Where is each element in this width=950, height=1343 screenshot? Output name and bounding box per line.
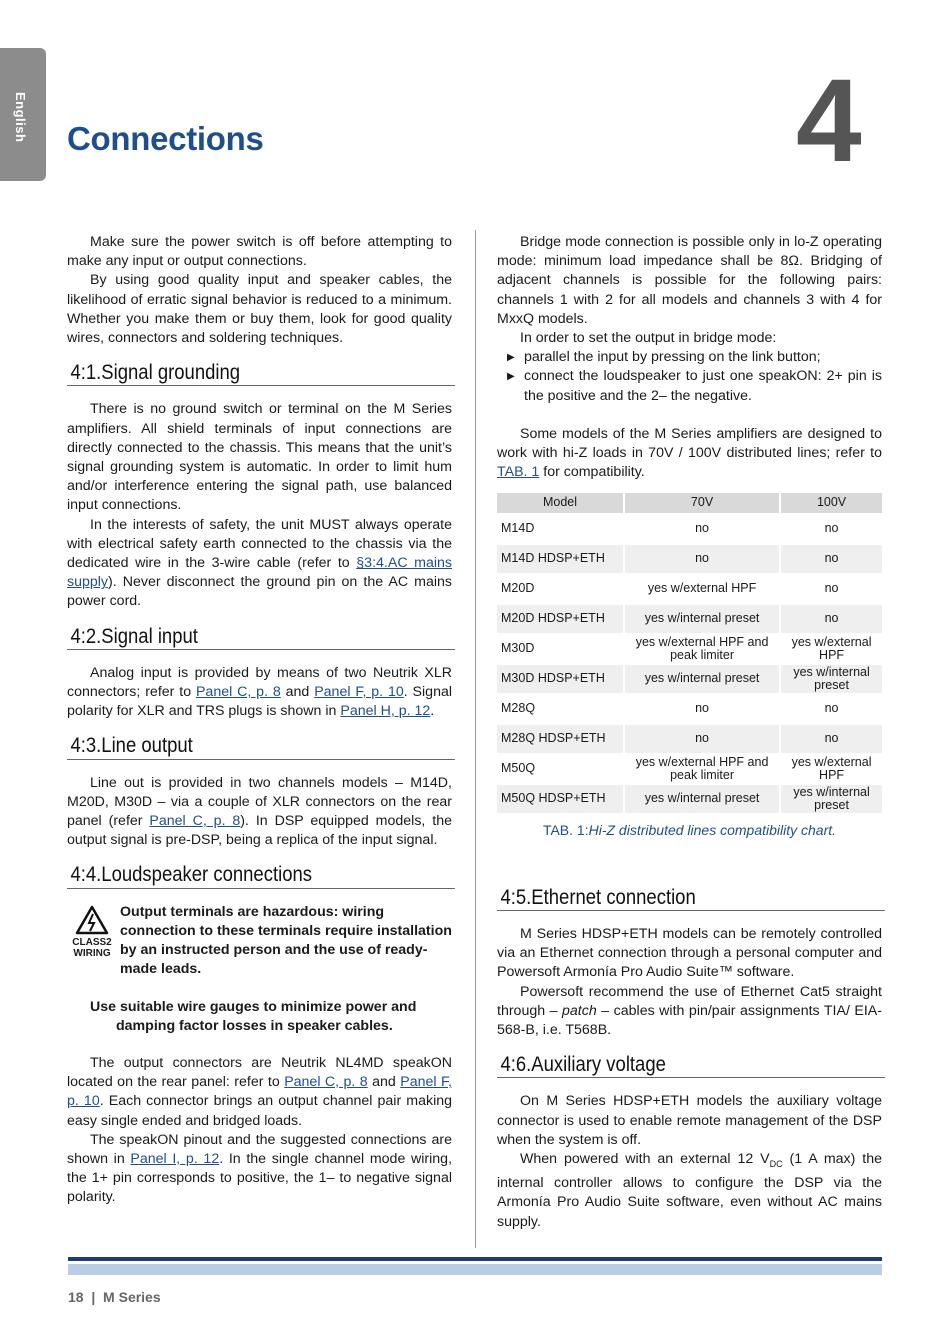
link-panel-f[interactable]: Panel F, p. 10 — [67, 1074, 452, 1110]
link-ac-mains[interactable]: §3:4.AC mains supply — [67, 555, 452, 591]
table-cell: no — [781, 545, 882, 573]
language-tab[interactable] — [0, 48, 46, 181]
section-title: 4:5.Ethernet connection — [497, 888, 885, 911]
speakon-paragraph-2: The speakON pinout and the suggested connections are shown in Panel I, p. 12. In the single channel mode wiring, the 1+ pin corresponds to positive, the 1– to negative signal polarity. — [67, 1131, 453, 1206]
table-cell: no — [625, 725, 779, 753]
ethernet-paragraph-1: M Series HDSP+ETH models can be remotely controlled via an Ethernet connection through a personal computer and Powersoft Armonía Pro Audio Suite™ software. — [497, 926, 882, 981]
chapter-title: Connections — [67, 120, 264, 157]
table-cell: yes w/internal preset — [625, 785, 779, 813]
table-cell: M50Q HDSP+ETH — [497, 785, 623, 813]
table-cell: M14D — [501, 521, 535, 536]
section-title: 4:4.Loudspeaker connections — [67, 865, 455, 888]
intro-paragraph-1: Make sure the power switch is off before attempting to make any input or output connections. — [67, 234, 452, 270]
bridge-steps-list — [497, 348, 882, 406]
column-header-100v: 100V — [781, 493, 882, 512]
link-panel-i[interactable]: Panel I, p. 12 — [130, 1150, 220, 1167]
table-cell: M20D HDSP+ETH — [497, 605, 623, 633]
table-cell: yes w/external HPF and peak limiter — [635, 634, 769, 662]
hazard-warning — [67, 903, 452, 980]
table-cell: yes w/internal preset — [781, 665, 882, 693]
section-title: 4:3.Line output — [67, 736, 455, 759]
table-row — [497, 515, 882, 543]
table-cell: M28Q — [501, 701, 536, 716]
link-panel-c[interactable]: Panel C, p. 8 — [149, 813, 241, 830]
table-cell: M30D HDSP+ETH — [497, 665, 623, 693]
page-footer: 18 | M Series — [68, 1289, 161, 1305]
lightning-triangle-icon — [75, 905, 109, 935]
table-cell: M50Q — [501, 761, 536, 776]
table-row — [497, 725, 882, 753]
hiz-paragraph: Some models of the M Series amplifiers are designed to work with hi-Z loads in 70V / 100V distributed lines; refer to TAB. 1 for compatibility. — [497, 425, 882, 481]
table-cell: no — [824, 701, 839, 716]
link-panel-h[interactable]: Panel H, p. 12 — [340, 703, 431, 720]
section-title: 4:6.Auxiliary voltage — [497, 1055, 885, 1078]
left-column — [67, 233, 452, 1208]
section-heading-4-6 — [497, 1052, 882, 1078]
table-cell: yes w/external HPF and peak limiter — [635, 754, 769, 782]
aux-paragraph-2: When powered with an external 12 $V_{DC}$ (1 A max) the internal controller allows to configure the DSP via the Armonía Pro Audio Suite software, even without AC mains supply. — [497, 1151, 882, 1230]
link-panel-c[interactable]: Panel C, p. 8 — [195, 684, 281, 701]
bridge-paragraph-2: In order to set the output in bridge mode: — [520, 330, 777, 347]
chapter-number: 4 — [796, 55, 862, 187]
speakon-paragraph-1: The output connectors are Neutrik NL4MD speakON located on the rear panel: refer to Panel C, p. 8 and Panel F, p. 10. Each connector brings an output channel pair making easy single ended and bridged loads. — [67, 1054, 453, 1129]
table-caption: TAB. 1:Hi-Z distributed lines compatibility chart. — [542, 821, 837, 838]
bridge-paragraph-1: Bridge mode connection is possible only in lo-Z operating mode: minimum load impedance shall be 8Ω. Bridging of adjacent channels is possible for the following pairs: channels 1 with 2 for all models and channels 3 with 4 for MxxQ models. — [497, 234, 882, 327]
section-heading-4-2 — [67, 623, 452, 650]
grounding-paragraph-2: In the interests of safety, the unit MUST always operate with electrical safety earth connected to the chassis via the dedicated wire in the 3-wire cable (refer to §3:4.AC mains supply). Never disconnect the ground pin on the AC mains power cord. — [67, 516, 452, 610]
wire-gauge-note: Use suitable wire gauges to minimize power and damping factor losses in speaker cables. — [90, 998, 417, 1034]
language-tab-label: English — [13, 92, 28, 143]
section-heading-4-1 — [67, 360, 452, 386]
class2-wiring-icon — [67, 903, 117, 980]
grounding-paragraph-1: There is no ground switch or terminal on the M Series amplifiers. All shield terminals of input connections are directly connected to the chassis. This means that the unit’s signal grounding system is automatic. In order to limit hum and/or interference entering the signal path, use balanced input connections. — [67, 401, 452, 514]
table-cell: no — [695, 521, 709, 536]
table-cell: no — [824, 521, 839, 536]
table-cell: yes w/internal preset — [781, 785, 882, 813]
list-item: ▶ parallel the input by pressing on the link button; — [497, 348, 882, 367]
hiz-compatibility-table — [495, 491, 884, 814]
right-column — [497, 233, 882, 1232]
section-heading-4-4 — [67, 862, 452, 888]
aux-paragraph-1: On M Series HDSP+ETH models the auxiliary voltage connector is used to enable remote management of the DSP when the system is off. — [497, 1093, 882, 1148]
table-header-row — [497, 493, 882, 512]
section-heading-4-5 — [497, 884, 882, 911]
intro-paragraph-2: By using good quality input and speaker cables, the likelihood of erratic signal behavior is reduced to a minimum. Whether you make them or buy them, look for good quality wires, connectors and soldering techniques. — [67, 272, 452, 347]
table-cell: M30D — [501, 641, 535, 656]
table-cell: M14D HDSP+ETH — [497, 545, 623, 573]
section-title: 4:1.Signal grounding — [67, 363, 455, 386]
hazard-warning-text: Output terminals are hazardous: wiring connection to these terminals require installation by an instructed person and the use of ready-made leads. — [120, 903, 452, 978]
column-divider — [475, 230, 476, 1248]
table-cell: yes w/internal preset — [625, 665, 779, 693]
signal-input-paragraph: Analog input is provided by means of two Neutrik XLR connectors; refer to Panel C, p. 8 and Panel F, p. 10. Signal polarity for XLR and TRS plugs is shown in Panel H, p. 12. — [67, 664, 453, 720]
table-cell: yes w/external HPF — [647, 581, 757, 596]
table-row — [497, 575, 882, 603]
list-item: ▶ connect the loudspeaker to just one speakON: 2+ pin is the positive and the 2– the negative. — [497, 367, 882, 405]
table-row — [497, 755, 882, 783]
table-cell: M28Q HDSP+ETH — [497, 725, 623, 753]
table-row — [497, 695, 882, 723]
column-header-70v: 70V — [625, 493, 779, 512]
table-cell: no — [625, 545, 779, 573]
link-tab-1[interactable]: TAB. 1 — [497, 464, 540, 481]
section-heading-4-3 — [67, 733, 452, 759]
footer-rule-dark — [68, 1257, 882, 1261]
link-panel-c[interactable]: Panel C, p. 8 — [284, 1074, 368, 1091]
table-row — [497, 605, 882, 633]
link-panel-f[interactable]: Panel F, p. 10 — [314, 684, 404, 701]
line-output-paragraph: Line out is provided in two channels models – M14D, M20D, M30D – via a couple of XLR connectors on the rear panel (refer Panel C, p. 8). In DSP equipped models, the output signal is pre-DSP, being a replica of the input signal. — [67, 774, 452, 849]
table-cell: no — [824, 581, 839, 596]
table-cell: yes w/internal preset — [625, 605, 779, 633]
table-row — [497, 665, 882, 693]
table-row — [497, 635, 882, 663]
column-header-model: Model — [497, 493, 623, 512]
section-title: 4:2.Signal input — [67, 627, 455, 650]
table-row — [497, 785, 882, 813]
class2-label: CLASS2 — [72, 936, 112, 948]
table-cell: yes w/external HPF — [791, 754, 872, 782]
table-cell: yes w/external HPF — [791, 634, 872, 662]
table-cell: no — [781, 725, 882, 753]
table-cell: no — [781, 605, 882, 633]
table-cell: M20D — [501, 581, 535, 596]
table-cell: no — [695, 701, 709, 716]
table-row — [497, 545, 882, 573]
footer-rule-light — [68, 1264, 882, 1275]
ethernet-paragraph-2: Powersoft recommend the use of Ethernet Cat5 straight through – patch – cables with pin/pair assignments TIA/ EIA-568-B, i.e. T568B. — [497, 983, 882, 1039]
wiring-label: WIRING — [73, 947, 111, 959]
